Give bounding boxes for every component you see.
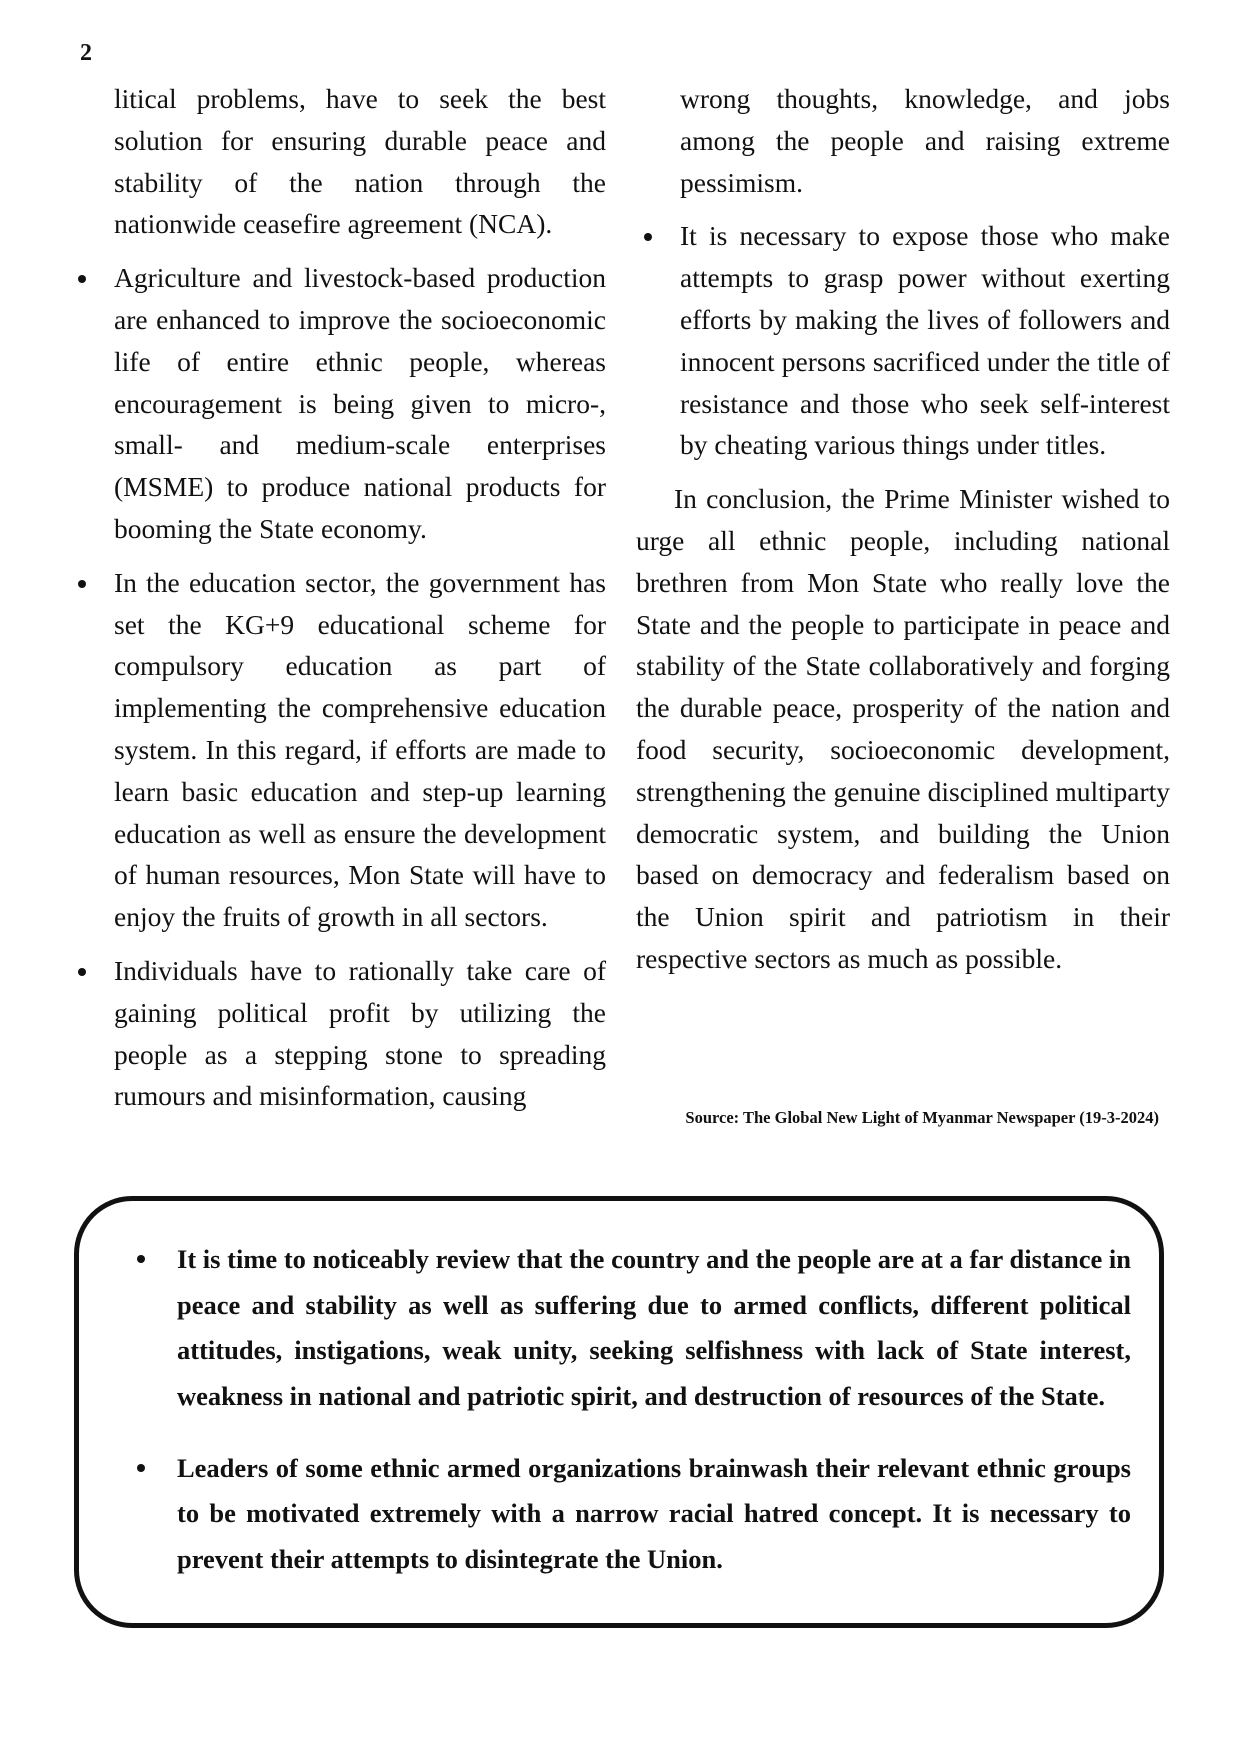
bullet-item-education: In the education sector, the government has set the KG+9 educational scheme for compulsory education as part of implementing the comprehensive education system. In this regard, if efforts are made to learn basic education and step-up learning education as well as ensure the development of human resources, Mon State will have to enjoy the fruits of growth in all sectors. xyxy=(70,562,606,938)
right-column xyxy=(636,78,1170,992)
highlight-item: It is time to noticeably review that the country and the people are at a far distance in peace and stability as well as suffering due to armed conflicts, different political attitudes, instigations, weak unity, seeking selfishness with lack of State interest, weakness in national and patriotic spirit, and destruction of resources of the State. xyxy=(115,1237,1131,1419)
highlight-box xyxy=(74,1196,1164,1628)
page-number: 2 xyxy=(80,40,92,66)
continued-paragraph: wrong thoughts, knowledge, and jobs among the people and raising extreme pessimism. xyxy=(680,83,1170,198)
conclusion-paragraph: In conclusion, the Prime Minister wished to urge all ethnic people, including national brethren from Mon State who really love the State and the people to participate in peace and stability of the State collaboratively and forging the durable peace, prosperity of the nation and food security, socioeconomic development, strengthening the genuine disciplined multiparty democratic system, and building the Union based on democracy and federalism based on the Union spirit and patriotism in their respective sectors as much as possible. xyxy=(636,483,1170,974)
left-column xyxy=(70,78,606,1129)
bullet-item-expose: It is necessary to expose those who make attempts to grasp power without exerting efforts by making the lives of followers and innocent persons sacrificed under the title of resistance and those who seek self-interest by cheating various things under titles. xyxy=(636,215,1170,466)
source-citation: Source: The Global New Light of Myanmar Newspaper (19-3-2024) xyxy=(685,1108,1159,1127)
continued-paragraph: litical problems, have to seek the best solution for ensuring durable peace and stability of the nation through the nationwide ceasefire agreement (NCA). xyxy=(114,83,606,240)
highlight-item: Leaders of some ethnic armed organizations brainwash their relevant ethnic groups to be motivated extremely with a narrow racial hatred concept. It is necessary to prevent their attempts to disintegrate the Union. xyxy=(115,1446,1131,1583)
bullet-item-individuals: Individuals have to rationally take care of gaining political profit by utilizing the people as a stepping stone to spreading rumours and misinformation, causing xyxy=(70,950,606,1117)
bullet-item-agriculture: Agriculture and livestock-based production are enhanced to improve the socioeconomic life of entire ethnic people, whereas encouragement is being given to micro-, small- and medium-scale enterprises (MSME) to produce national products for booming the State economy. xyxy=(70,257,606,550)
